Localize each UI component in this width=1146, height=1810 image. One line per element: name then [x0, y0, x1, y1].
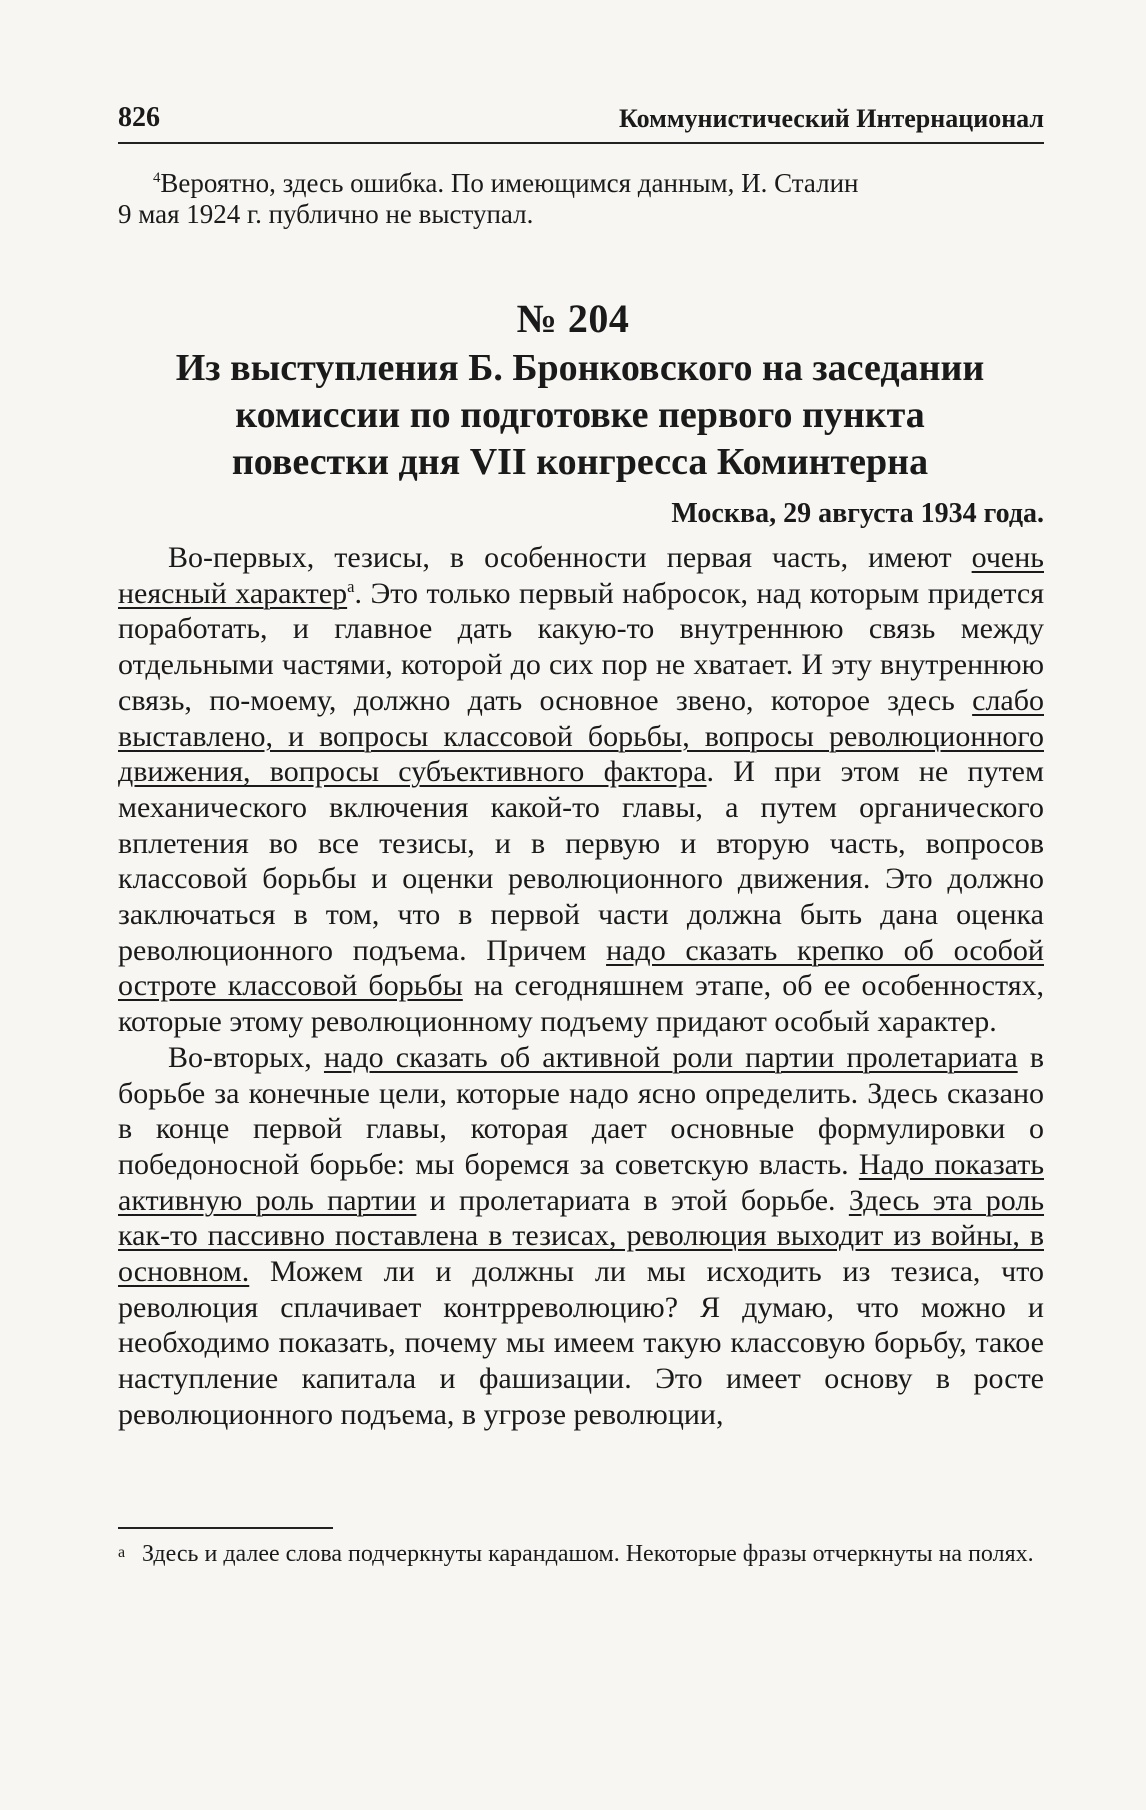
place-date: Москва, 29 августа 1934 года. [671, 498, 1044, 529]
footnote-bottom-text: Здесь и далее слова подчеркнуты карандашом. Некоторые фразы отчеркнуты на полях. [142, 1541, 1034, 1567]
note-marker: а [347, 576, 355, 596]
footnote-top-line1: $^4$Вероятно, здесь ошибка. По имеющимся данным, И. Сталин [153, 168, 859, 198]
underlined-phrase: Здесь эта роль как-то пассивно поставлена в тезисах, революция выходит из войны, в основном. [118, 1183, 1045, 1289]
title-line-2: комиссии по подготовке первого пункта [235, 394, 925, 436]
document-title [140, 345, 1020, 486]
document-number: № 204 [516, 296, 630, 341]
footnote-bottom-marker: а [118, 1544, 126, 1561]
running-title: Коммунистический Интернационал [619, 104, 1044, 133]
body-text [118, 540, 1044, 1433]
footnote-separator [118, 1527, 333, 1529]
running-header [118, 102, 1044, 144]
underlined-phrase: слабо выставлено, и вопросы классовой борьбы, вопросы революционного движения, вопросы субъективного фактора [118, 683, 1044, 789]
footnote-top-line2: 9 мая 1924 г. публично не выступал. [118, 199, 534, 229]
footnote-bottom [118, 1540, 1044, 1569]
title-line-1: Из выступления Б. Бронковского на заседании [175, 347, 985, 389]
footnote-marker: 4 [153, 170, 161, 186]
underlined-phrase: надо сказать крепко об особой остроте классовой борьбы [118, 933, 1044, 1003]
title-line-3: повестки дня VII конгресса Коминтерна [231, 441, 929, 483]
underlined-phrase: очень неясный характер [118, 541, 1044, 610]
underlined-phrase: Надо показать активную роль партии [118, 1147, 1044, 1217]
paragraph-2: Во-вторых, надо сказать об активной роли партии пролетариата в борьбе за конечные цели, которые надо ясно определить. Здесь сказано в конце первой главы, которая дает основные формулировки о победоносной борьбе: мы боремся за советскую власть. Надо показать активную роль партии и пролетариата в этой борьбе. Здесь эта роль как-то пассивно поставлена в тезисах, революция выходит из войны, в основном. Можем ли и должны ли мы исходить из тезиса, что революция сплачивает контрреволюцию? Я думаю, что можно и необходимо показать, почему мы имеем такую классовую борьбу, такое наступление капитала и фашизации. Это имеет основу в росте революционного подъема, в угрозе революции, [118, 1040, 1045, 1431]
page-number: 826 [118, 102, 160, 133]
underlined-phrase: надо сказать об активной роли партии пролетариата [323, 1040, 1018, 1074]
footnote-top [118, 168, 1044, 230]
paragraph-1: Во-первых, тезисы, в особенности первая часть, имеют очень неясный характер$^а$. Это только первый набросок, над которым придется поработать, и главное дать какую-то внутреннюю связь между отдельными частями, которой до сих пор не хватает. И эту внутреннюю связь, по-моему, должно дать основное звено, которое здесь слабо выставлено, и вопросы классовой борьбы, вопросы революционного движения, вопросы субъективного фактора. И при этом не путем механического включения какой-то главы, а путем органического вплетения во все тезисы, и в первую и вторую часть, вопросов классовой борьбы и оценки революционного движения. Это должно заключаться в том, что в первой части должна быть дана оценка революционного подъема. Причем надо сказать крепко об особой остроте классовой борьбы на сегодняшнем этапе, об ее особенностях, которые этому революционному подъему придают особый характер. [118, 541, 1044, 1039]
